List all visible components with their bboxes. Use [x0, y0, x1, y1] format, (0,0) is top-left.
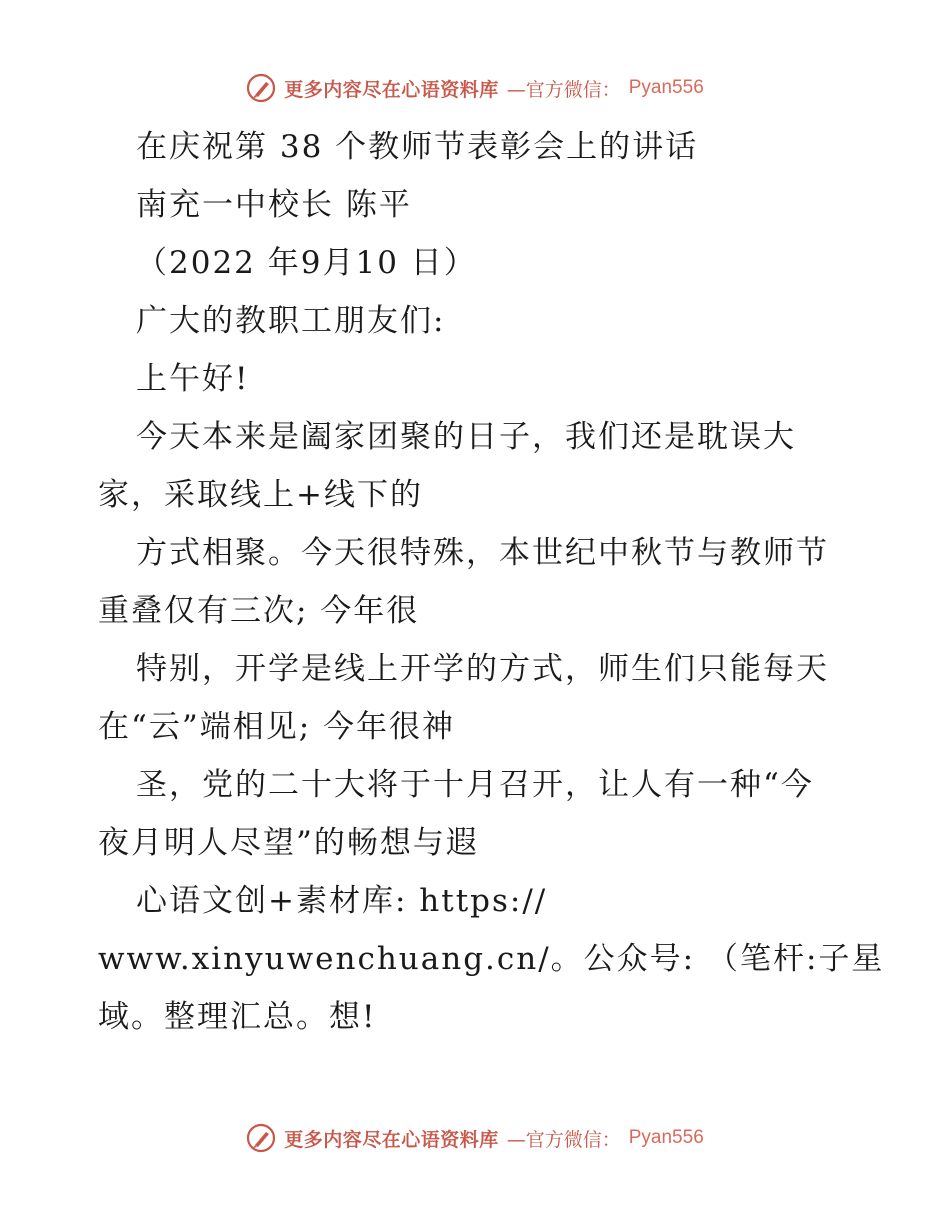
document-title: 在庆祝第 38 个教师节表彰会上的讲话: [136, 129, 699, 165]
watermark-slogan: 更多内容尽在心语资料库: [284, 1128, 499, 1151]
quill-pen-logo-icon: [246, 73, 276, 103]
body-line: 家，采取线上+线下的: [98, 477, 423, 513]
watermark-banner-top: [0, 70, 950, 106]
document-greeting: 上午好!: [136, 361, 250, 397]
document-speaker: 南充一中校长 陈平: [136, 187, 412, 223]
watermark-official-label: —官方微信：: [506, 1128, 621, 1151]
body-line: 在“云”端相见; 今年很神: [98, 709, 455, 745]
body-line: 心语文创+素材库: https://: [136, 883, 548, 919]
body-line: 方式相聚。今天很特殊，本世纪中秋节与教师节: [136, 535, 829, 571]
quill-pen-logo-icon: [246, 1123, 276, 1153]
body-line: www.xinyuwenchuang.cn/。公众号: （笔杆:子星: [98, 941, 885, 977]
watermark-wechat-id: Pyan556: [628, 1127, 704, 1148]
document-salutation: 广大的教职工朋友们:: [136, 303, 446, 339]
watermark-official-label: —官方微信：: [506, 78, 621, 101]
watermark-banner-bottom: [0, 1120, 950, 1156]
body-line: 域。整理汇总。想!: [98, 999, 377, 1035]
document-body: [98, 118, 885, 1046]
body-line: 今天本来是阖家团聚的日子，我们还是耽误大: [136, 419, 796, 455]
body-line: 圣，党的二十大将于十月召开，让人有一种“今: [136, 767, 814, 803]
body-line: 夜月明人尽望”的畅想与遐: [98, 825, 479, 861]
document-date: （2022 年9月10 日）: [136, 245, 477, 281]
body-line: 重叠仅有三次; 今年很: [98, 593, 420, 629]
watermark-slogan: 更多内容尽在心语资料库: [284, 78, 499, 101]
watermark-wechat-id: Pyan556: [628, 77, 704, 98]
body-line: 特别，开学是线上开学的方式，师生们只能每天: [136, 651, 829, 687]
